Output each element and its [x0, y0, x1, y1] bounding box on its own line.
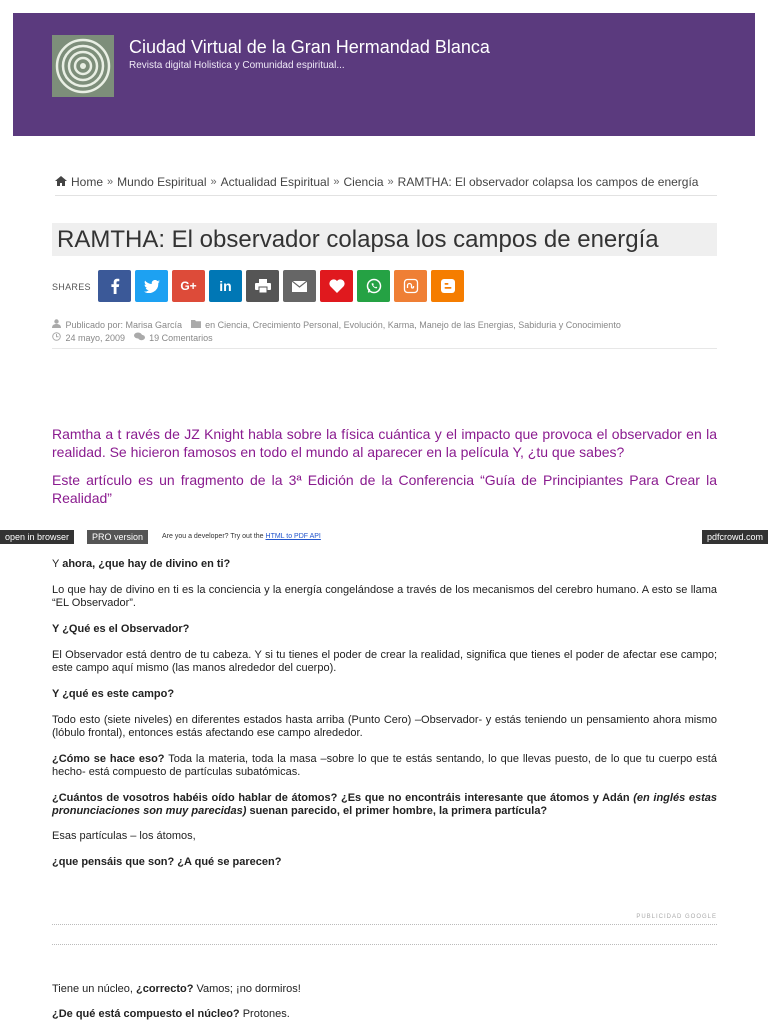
answer-1: Lo que hay de divino en ti es la conciencia y la energía congelándose a través de los mecanismos del cerebro humano. A esto se llama “EL Observador”.	[52, 584, 717, 609]
breadcrumb-mundo-espiritual[interactable]: Mundo Espiritual	[117, 175, 207, 189]
ad-divider-top	[52, 924, 717, 925]
ad-label: PUBLICIDAD GOOGLE	[636, 914, 717, 920]
question-6	[52, 856, 717, 869]
question-8	[52, 1008, 717, 1021]
share-buttons	[98, 270, 464, 302]
twitter-share-button[interactable]	[135, 270, 168, 302]
heart-icon	[329, 279, 345, 293]
post-comments-link[interactable]: 19 Comentarios	[149, 333, 213, 343]
question-3-bold: Y ¿qué es este campo?	[52, 688, 175, 700]
article-title-box	[52, 223, 717, 256]
google-plus-icon: G+	[180, 279, 197, 293]
twitter-icon	[144, 280, 160, 293]
html-to-pdf-api-link[interactable]: HTML to PDF API	[265, 533, 321, 540]
linkedin-share-button[interactable]	[209, 270, 242, 302]
post-author[interactable]: Publicado por: Marisa García	[65, 320, 183, 330]
google-plus-share-button[interactable]	[172, 270, 205, 302]
post-categories[interactable]: en Ciencia, Crecimiento Personal, Evolución, Karma, Manejo de las Energias, Sabiduria y Conocimiento	[205, 320, 621, 330]
stumbleupon-share-button[interactable]	[394, 270, 427, 302]
print-icon	[255, 279, 271, 293]
whatsapp-icon	[366, 278, 382, 294]
post-meta-line-1	[52, 319, 621, 330]
question-1	[52, 558, 717, 571]
comments-icon	[134, 333, 148, 343]
email-icon	[292, 281, 307, 292]
breadcrumb-current: RAMTHA: El observador colapsa los campos de energía	[397, 175, 699, 189]
breadcrumb-home[interactable]: Home	[71, 175, 104, 189]
post-date: 24 mayo, 2009	[65, 333, 126, 343]
question-6-bold: ¿que pensáis que son? ¿A qué se parecen?	[52, 856, 282, 868]
site-header	[13, 13, 755, 136]
question-1-bold: ahora, ¿que hay de divino en ti?	[62, 558, 231, 570]
pdfcrowd-bar	[0, 530, 768, 544]
question-4-bold: ¿Cómo se hace eso?	[52, 753, 165, 765]
post-meta-line-2	[52, 332, 213, 343]
meta-divider	[52, 348, 717, 349]
developer-promo	[162, 533, 321, 540]
site-title[interactable]: Ciudad Virtual de la Gran Hermandad Blanca	[129, 37, 490, 57]
site-subtitle: Revista digital Holistica y Comunidad espiritual...	[129, 60, 345, 71]
blogger-share-button[interactable]	[431, 270, 464, 302]
open-in-browser-link[interactable]: open in browser	[0, 530, 74, 544]
breadcrumb-separator: »	[210, 176, 217, 188]
answer-5: Esas partículas – los átomos,	[52, 830, 196, 842]
question-8-answer: Protones.	[239, 1008, 290, 1020]
answer-7-suffix: Vamos; ¡no dormiros!	[193, 983, 301, 995]
ad-divider-bottom	[52, 944, 717, 945]
answer-3: Todo esto (siete niveles) en diferentes estados hasta arriba (Punto Cero) –Observador- y estás teniendo un pensamiento ahora mismo (lóbulo frontal), entonces estás afectando ese campo alrededor.	[52, 714, 717, 739]
question-1-prefix: Y	[52, 558, 63, 570]
whatsapp-share-button[interactable]	[357, 270, 390, 302]
folder-icon	[191, 320, 204, 330]
question-2-bold: Y ¿Qué es el Observador?	[52, 623, 190, 635]
breadcrumb-separator: »	[387, 176, 394, 188]
love-button[interactable]	[320, 270, 353, 302]
pro-version-link[interactable]: PRO version	[87, 530, 148, 544]
question-4-text: Toda la materia, toda la masa –sobre lo que te estás sentando, lo que llevas puesto, de lo que tu cuerpo está hecho- está compuesto de partículas subatómicas.	[52, 753, 717, 778]
question-5	[52, 792, 717, 818]
clock-icon	[52, 333, 64, 343]
pdfcrowd-brand-link[interactable]: pdfcrowd.com	[702, 530, 768, 544]
answer-2: El Observador está dentro de tu cabeza. Y si tu tienes el poder de crear la realidad, significa que tienes el poder de afectar ese campo; este campo aquí mismo (las manos alrededor del cuerpo).	[52, 649, 717, 674]
intro-paragraph-2: Este artículo es un fragmento de la 3ª Edición de la Conferencia “Guía de Principiantes Para Crear la Realidad”	[52, 472, 717, 506]
breadcrumb-separator: »	[107, 176, 114, 188]
stumbleupon-icon	[403, 278, 419, 294]
facebook-icon	[110, 278, 120, 294]
user-icon	[52, 320, 64, 330]
intro-paragraph-1: Ramtha a t ravés de JZ Knight habla sobre la física cuántica y el impacto que provoca el observador en la realidad. Se hicieron famosos en todo el mundo al aparecer en la película Y, ¿tu que sabes?	[52, 426, 717, 460]
question-5-end: suenan parecido, el primer hombre, la primera partícula?	[246, 805, 548, 817]
breadcrumb-separator: »	[333, 176, 340, 188]
blogger-icon	[441, 279, 455, 293]
answer-7-bold: ¿correcto?	[135, 983, 194, 995]
question-5-bold: ¿Cuántos de vosotros habéis oído hablar de átomos? ¿Es que no encontráis interesante que átomos y Adán	[52, 792, 634, 804]
email-share-button[interactable]	[283, 270, 316, 302]
home-icon[interactable]	[55, 175, 67, 189]
spiral-logo-icon[interactable]	[52, 35, 114, 97]
shares-label: SHARES	[52, 282, 91, 292]
question-5-italic: (en inglés estas pronunciaciones son muy parecidas)	[52, 792, 717, 817]
developer-promo-text: Are you a developer? Try out the	[162, 533, 264, 540]
facebook-share-button[interactable]	[98, 270, 131, 302]
question-2	[52, 623, 717, 636]
question-8-bold: ¿De qué está compuesto el núcleo?	[52, 1008, 240, 1020]
breadcrumb-ciencia[interactable]: Ciencia	[343, 175, 384, 189]
print-button[interactable]	[246, 270, 279, 302]
breadcrumb	[55, 175, 717, 196]
article-title: RAMTHA: El observador colapsa los campos de energía	[57, 226, 659, 253]
question-3	[52, 688, 717, 701]
answer-7	[52, 983, 717, 996]
question-4	[52, 753, 717, 779]
breadcrumb-actualidad-espiritual[interactable]: Actualidad Espiritual	[220, 175, 330, 189]
answer-7-prefix: Tiene un núcleo,	[52, 983, 136, 995]
linkedin-icon: in	[219, 278, 232, 294]
